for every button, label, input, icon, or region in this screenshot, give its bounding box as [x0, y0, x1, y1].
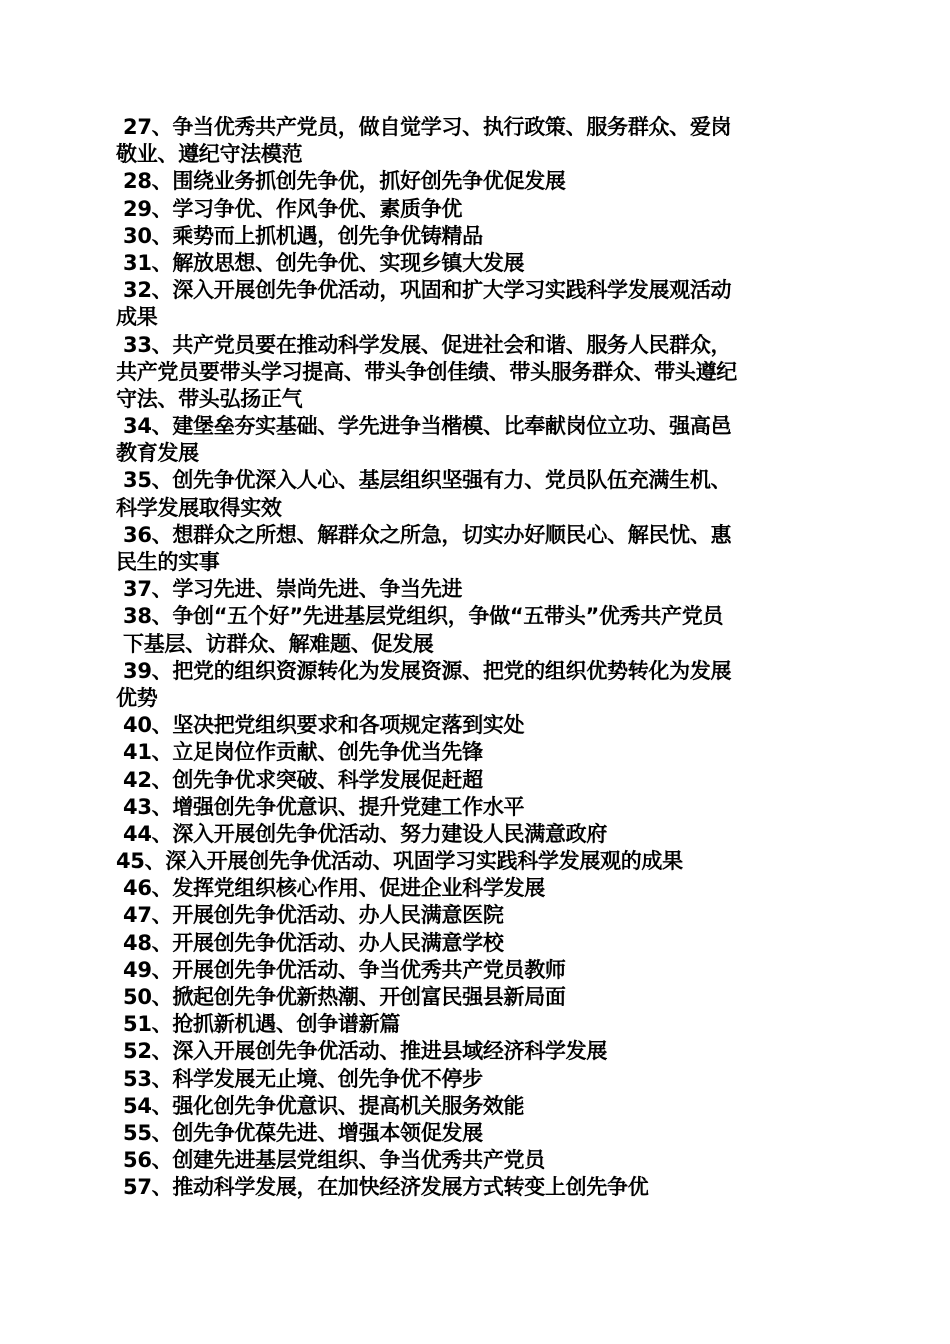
text-line: 30、乘势而上抓机遇，创先争优铸精品: [116, 223, 483, 248]
text-line: 成果: [116, 305, 158, 330]
text-line: 科学发展取得实效: [116, 495, 282, 520]
text-line: 共产党员要带头学习提高、带头争创佳绩、带头服务群众、带头遵纪: [116, 359, 737, 384]
text-line: 优势: [116, 685, 158, 710]
text-line: 38、争创“五个好”先进基层党组织，争做“五带头”优秀共产党员: [116, 604, 724, 629]
text-line: 48、开展创先争优活动、办人民满意学校: [116, 930, 504, 955]
slogan-list: [116, 114, 841, 1202]
text-line: 55、创先争优葆先进、增强本领促发展: [116, 1120, 483, 1145]
text-line: 54、强化创先争优意识、提高机关服务效能: [116, 1093, 525, 1118]
text-line: 28、围绕业务抓创先争优，抓好创先争优促发展: [116, 169, 566, 194]
text-line: 35、创先争优深入人心、基层组织坚强有力、党员队伍充满生机、: [116, 468, 732, 493]
text-line: 53、科学发展无止境、创先争优不停步: [116, 1066, 483, 1091]
text-line: 51、抢抓新机遇、创争谱新篇: [116, 1012, 401, 1037]
text-line: 民生的实事: [116, 550, 220, 574]
text-line: 46、发挥党组织核心作用、促进企业科学发展: [116, 876, 545, 901]
text-line: 41、立足岗位作贡献、创先争优当先锋: [116, 740, 483, 765]
text-line: 57、推动科学发展，在加快经济发展方式转变上创先争优: [116, 1175, 649, 1200]
text-line: 33、共产党员要在推动科学发展、促进社会和谐、服务人民群众，: [116, 332, 732, 357]
text-line: 45、深入开展创先争优活动、巩固学习实践科学发展观的成果: [116, 849, 683, 874]
text-line: 31、解放思想、创先争优、实现乡镇大发展: [116, 250, 525, 275]
text-line: 34、建堡垒夯实基础、学先进争当楷模、比奉献岗位立功、强高邑: [116, 414, 732, 439]
text-line: 教育发展: [116, 441, 199, 466]
text-line: 44、深入开展创先争优活动、努力建设人民满意政府: [116, 821, 608, 846]
text-line: 32、深入开展创先争优活动，巩固和扩大学习实践科学发展观活动: [116, 278, 732, 303]
text-line: 39、把党的组织资源转化为发展资源、把党的组织优势转化为发展: [116, 658, 732, 683]
text-line: 50、掀起创先争优新热潮、开创富民强县新局面: [116, 985, 566, 1009]
text-line: 40、坚决把党组织要求和各项规定落到实处: [116, 713, 525, 738]
text-line: 47、开展创先争优活动、办人民满意医院: [116, 903, 504, 928]
text-line: 36、想群众之所想、解群众之所急，切实办好顺民心、解民忧、惠: [116, 522, 732, 547]
text-line: 43、增强创先争优意识、提升党建工作水平: [116, 794, 525, 819]
text-line: 42、创先争优求突破、科学发展促赶超: [116, 767, 483, 792]
text-line: 56、创建先进基层党组织、争当优秀共产党员: [116, 1148, 545, 1173]
text-line: 27、争当优秀共产党员，做自觉学习、执行政策、服务群众、爱岗: [116, 115, 732, 139]
text-line: 敬业、遵纪守法模范: [116, 142, 303, 167]
text-line: 49、开展创先争优活动、争当优秀共产党员教师: [116, 957, 566, 982]
text-line: 29、学习争优、作风争优、素质争优: [116, 196, 463, 221]
text-line: 守法、带头弘扬正气: [116, 386, 303, 411]
text-line: 52、深入开展创先争优活动、推进县域经济科学发展: [116, 1039, 608, 1064]
text-line: 下基层、访群众、解难题、促发展: [116, 631, 434, 656]
text-line: 37、学习先进、崇尚先进、争当先进: [116, 577, 463, 602]
